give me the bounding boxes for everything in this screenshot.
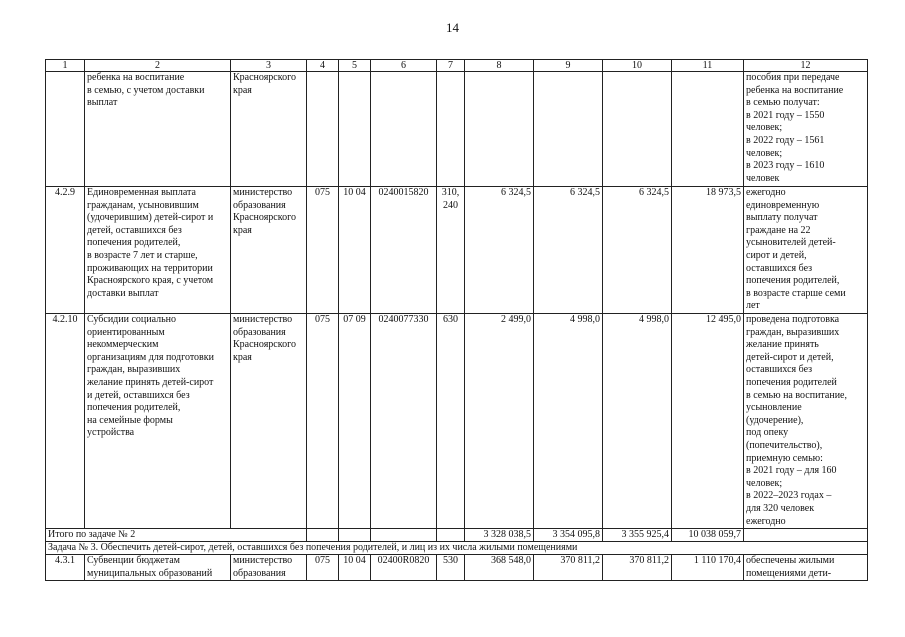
header-cell: 6 — [371, 60, 437, 72]
rzpr-code: 10 04 — [339, 187, 371, 314]
task-row — [46, 542, 868, 555]
executor: министерство образования — [231, 555, 307, 581]
value-total: 18 973,5 — [672, 187, 744, 314]
measure-name: ребенка на воспитание в семью, с учетом доставки выплат — [85, 72, 231, 187]
page-number: 14 — [446, 20, 459, 35]
value-2023: 370 811,2 — [603, 555, 672, 581]
expected-result: пособия при передаче ребенка на воспитание в семью получат: в 2021 году – 1550 человек; в 2022 году – 1561 человек; в 2023 году – 1610 человек — [744, 72, 868, 187]
row-number — [46, 72, 85, 187]
value-total: 12 495,0 — [672, 314, 744, 529]
subtotal-2022: 3 354 095,8 — [534, 529, 603, 542]
header-cell: 10 — [603, 60, 672, 72]
csr-code: 0240015820 — [371, 187, 437, 314]
value-total: 1 110 170,4 — [672, 555, 744, 581]
grbs-code: 075 — [307, 555, 339, 581]
value-2022: 4 998,0 — [534, 314, 603, 529]
rzpr-code: 07 09 — [339, 314, 371, 529]
expected-result: обеспечены жилыми помещениями дети- — [744, 555, 868, 581]
value-2021: 2 499,0 — [465, 314, 534, 529]
csr-code — [371, 72, 437, 187]
empty-cell — [339, 529, 371, 542]
value-2022: 370 811,2 — [534, 555, 603, 581]
table-row — [46, 555, 868, 581]
task-heading: Задача № 3. Обеспечить детей-сирот, детей, оставшихся без попечения родителей, и лиц из их числа жилыми помещениями — [46, 542, 868, 555]
header-cell: 7 — [437, 60, 465, 72]
header-cell: 3 — [231, 60, 307, 72]
executor: министерство образования Красноярского края — [231, 187, 307, 314]
table-row — [46, 314, 868, 529]
value-2021 — [465, 72, 534, 187]
header-cell: 8 — [465, 60, 534, 72]
empty-cell — [744, 529, 868, 542]
table-row — [46, 72, 868, 187]
value-2021: 368 548,0 — [465, 555, 534, 581]
header-cell: 4 — [307, 60, 339, 72]
value-2022: 6 324,5 — [534, 187, 603, 314]
csr-code: 02400R0820 — [371, 555, 437, 581]
subtotal-2021: 3 328 038,5 — [465, 529, 534, 542]
measure-name: Субсидии социально ориентированным некоммерческим организациям для подготовки граждан, выразивших желание принять детей-сирот и детей, оставшихся без попечения родителей, на семейные формы устройства — [85, 314, 231, 529]
value-2022 — [534, 72, 603, 187]
subtotal-label: Итого по задаче № 2 — [46, 529, 307, 542]
header-cell: 12 — [744, 60, 868, 72]
vr-code — [437, 72, 465, 187]
value-2023: 6 324,5 — [603, 187, 672, 314]
header-cell: 9 — [534, 60, 603, 72]
header-cell: 2 — [85, 60, 231, 72]
executor: министерство образования Красноярского края — [231, 314, 307, 529]
subtotal-total: 10 038 059,7 — [672, 529, 744, 542]
rzpr-code: 10 04 — [339, 555, 371, 581]
table-row — [46, 187, 868, 314]
expected-result: проведена подготовка граждан, выразивших желание принять детей-сирот и детей, оставшихся без попечения родителей в семью на воспитание, усыновление (удочерение), под опеку (попечительство), приемную семью: в 2021 году – для 160 человек; в 2022–2023 годах – для 320 человек ежегодно — [744, 314, 868, 529]
measure-name: Субвенции бюджетам муниципальных образований — [85, 555, 231, 581]
csr-code: 0240077330 — [371, 314, 437, 529]
subtotal-2023: 3 355 925,4 — [603, 529, 672, 542]
value-2021: 6 324,5 — [465, 187, 534, 314]
row-number: 4.2.9 — [46, 187, 85, 314]
empty-cell — [307, 529, 339, 542]
value-total — [672, 72, 744, 187]
vr-code: 310, 240 — [437, 187, 465, 314]
expected-result: ежегодно единовременную выплату получат граждане на 22 усыновителей детей- сирот и детей, оставшихся без попечения родителей, в возрасте старше семи лет — [744, 187, 868, 314]
row-number: 4.2.10 — [46, 314, 85, 529]
subtotal-row — [46, 529, 868, 542]
grbs-code: 075 — [307, 187, 339, 314]
rzpr-code — [339, 72, 371, 187]
value-2023: 4 998,0 — [603, 314, 672, 529]
header-cell: 5 — [339, 60, 371, 72]
value-2023 — [603, 72, 672, 187]
executor: Красноярского края — [231, 72, 307, 187]
measure-name: Единовременная выплата гражданам, усыновившим (удочерившим) детей-сирот и детей, оставшихся без попечения родителей, в возрасте 7 лет и старше, проживающих на территории Красноярского края, с учетом доставки выплат — [85, 187, 231, 314]
header-row — [46, 60, 868, 72]
grbs-code — [307, 72, 339, 187]
header-cell: 11 — [672, 60, 744, 72]
empty-cell — [371, 529, 437, 542]
vr-code: 530 — [437, 555, 465, 581]
budget-table — [45, 59, 868, 581]
header-cell: 1 — [46, 60, 85, 72]
grbs-code: 075 — [307, 314, 339, 529]
vr-code: 630 — [437, 314, 465, 529]
empty-cell — [437, 529, 465, 542]
row-number: 4.3.1 — [46, 555, 85, 581]
